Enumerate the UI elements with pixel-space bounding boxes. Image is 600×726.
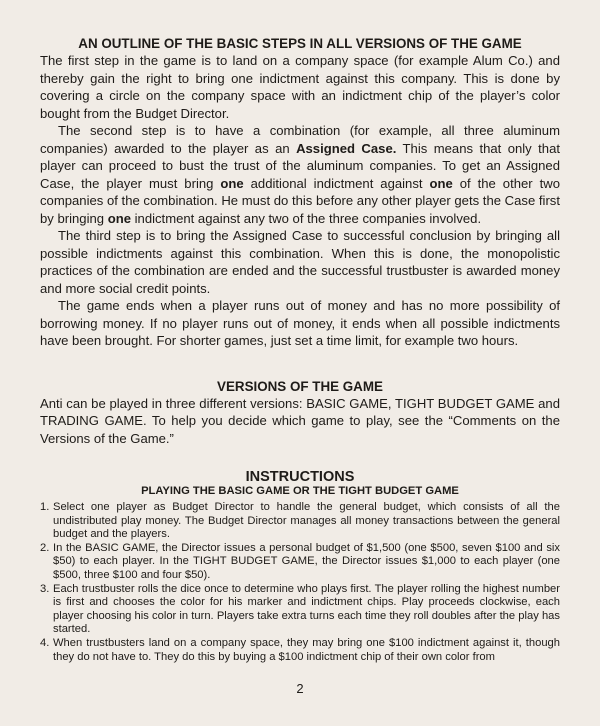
versions-heading: VERSIONS OF THE GAME (217, 378, 383, 394)
instruction-step (40, 542, 560, 583)
emphasis-text: one (429, 175, 453, 191)
outline-paragraph (40, 297, 560, 350)
paragraph-text: additional indictment against (243, 175, 430, 191)
outline-section (40, 36, 560, 350)
paragraph-text: of the other two companies of the combination. He must do this before any other player gets the Case first by bringing (40, 175, 560, 226)
instructions-subheading: PLAYING THE BASIC GAME OR THE TIGHT BUDGET GAME (141, 485, 459, 497)
instruction-steps (40, 501, 560, 664)
instruction-step (40, 501, 560, 542)
paragraph-text: indictment against any two of the three companies involved. (130, 210, 482, 226)
step-number: 4. (40, 636, 50, 649)
page-number: 2 (296, 681, 304, 696)
paragraph-text: The game ends when a player runs out of money and has no more possibility of borrowing money. If no player runs out of money, it ends when all possible indictments have been brought. For shorter games, just set a time limit, for example two hours. (40, 298, 560, 348)
emphasis-text: one (220, 175, 244, 191)
instructions-heading: INSTRUCTIONS (245, 469, 355, 485)
step-text: Each trustbuster rolls the dice once to determine who plays first. The player rolling the highest number is first and chooses the color for his marker and indictment chips. Play proceeds clockwise, each player choosing his color in turn. Players take extra turns each time they roll doubles after the play has started. (53, 582, 560, 636)
step-text: In the BASIC GAME, the Director issues a personal budget of $1,500 (one $500, seven $100 and six $50) to each player. In the TIGHT BUDGET GAME, the Director issues $1,000 to each player (one $500, three $100 and four $50). (53, 541, 560, 581)
instruction-step (40, 637, 560, 664)
outline-paragraph (40, 227, 560, 297)
versions-section (40, 379, 560, 448)
versions-paragraph: Anti can be played in three different versions: BASIC GAME, TIGHT BUDGET GAME and TRADING GAME. To help you decide which game to play, see the “Comments on the Versions of the Game.” (40, 395, 560, 446)
emphasis-text: one (107, 210, 131, 226)
outline-paragraph (40, 122, 560, 227)
outline-paragraph (40, 52, 560, 122)
emphasis-text: Assigned Case. (296, 140, 397, 156)
step-text: Select one player as Budget Director to handle the general budget, which consists of all the undistributed play money. The Budget Director manages all money transactions between the general budget and the players. (53, 501, 560, 541)
outline-body (40, 52, 560, 350)
step-number: 2. (40, 541, 50, 554)
paragraph-text: The third step is to bring the Assigned Case to successful conclusion by bringing all possible indictments against this combination. When this is done, the monopolistic practices of the combination are ended and the successful trustbuster is awarded money and more social credit points. (40, 228, 560, 296)
step-number: 3. (40, 582, 50, 595)
paragraph-text: The first step in the game is to land on a company space (for example Alum Co.) and thereby gain the right to bring one indictment against this company. This is done by covering a circle on the company space with an indictment chip of the player’s color bought from the Budget Director. (40, 53, 560, 121)
instructions-section (40, 469, 560, 664)
paragraph-text: This means that only that player can proceed to bust the trust of the aluminum companies. To get an Assigned Case, the player must bring (40, 140, 560, 191)
paragraph-text: The second step is to have a combination (for example, all three aluminum companies) awarded to the player as an (40, 123, 560, 156)
instruction-step (40, 583, 560, 637)
step-text: When trustbusters land on a company space, they may bring one $100 indictment against it, though they do not have to. They do this by buying a $100 indictment chip of their own color from (53, 636, 560, 663)
step-number: 1. (40, 501, 50, 513)
outline-heading: AN OUTLINE OF THE BASIC STEPS IN ALL VERSIONS OF THE GAME (78, 36, 522, 51)
